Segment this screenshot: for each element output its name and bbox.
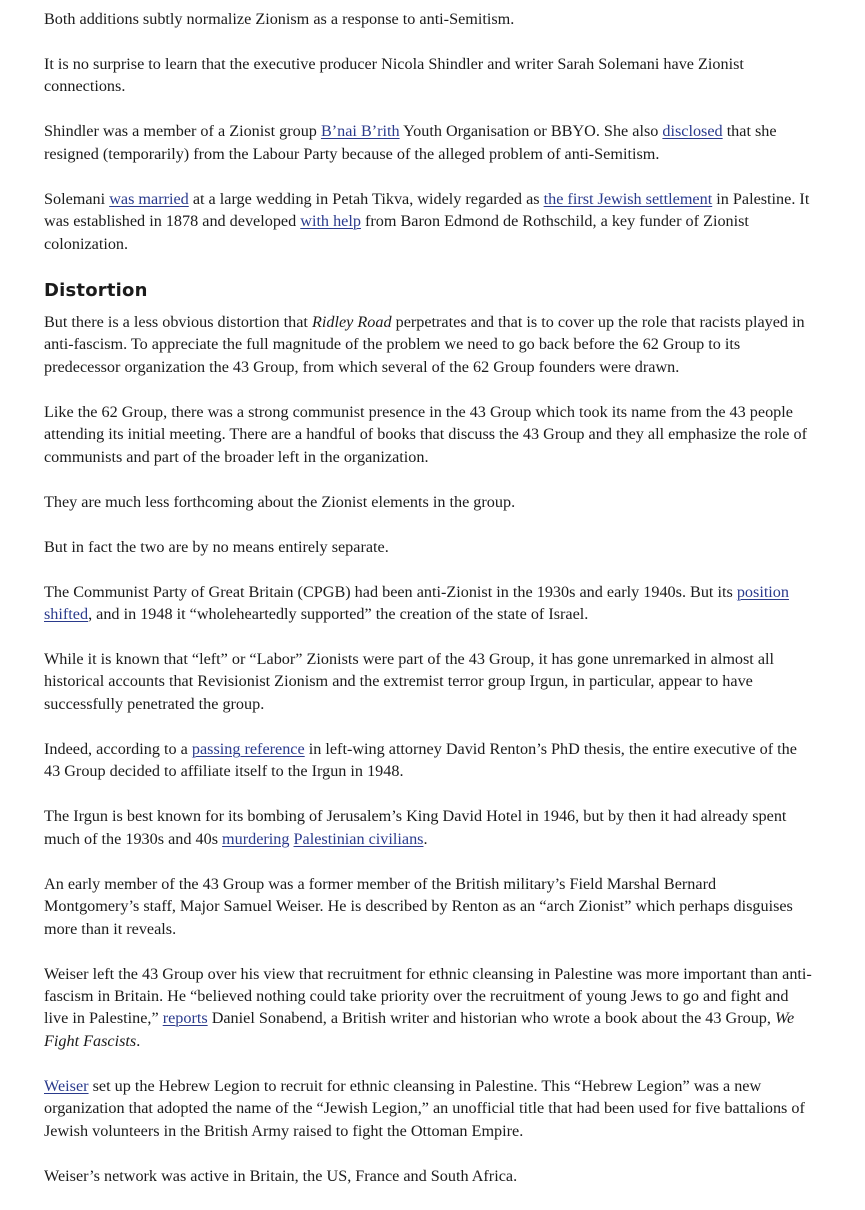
paragraph-distortion: But there is a less obvious distortion that Ridley Road perpetrates and that is to cover up the role that racists played in anti-fascism. To appreciate the full magnitude of the problem we need to go back before the 62 Group to its predecessor organization the 43 Group, from which several of the 62 Group founders were drawn. [44, 313, 805, 376]
paragraph-weiser-left: Weiser left the 43 Group over his view that recruitment for ethnic cleansing in Palestine was more important than anti-fascism in Britain. He “believed nothing could take priority over the recruitment of young Jews to go and fight and live in Palestine,” reports Daniel Sonabend, a British writer and historian who wrote a book about the 43 Group, We Fight Fascists. [44, 964, 812, 1050]
paragraph-cpgb: The Communist Party of Great Britain (CPGB) had been anti-Zionist in the 1930s and early 1940s. But its position shifted, and in 1948 it “wholeheartedly supported” the creation of the state of Israel. [44, 582, 789, 624]
link-position-shifted[interactable]: position shifted [44, 582, 789, 624]
paragraph-additions: Both additions subtly normalize Zionism as a response to anti-Semitism. [44, 10, 515, 28]
paragraph-communist-presence: Like the 62 Group, there was a strong communist presence in the 43 Group which took its name from the 43 people attending its initial meeting. There are a handful of books that discuss the 43 Group and they all emphasize the role of communists and part of the broader left in the organization. [44, 402, 808, 466]
article-body [44, 8, 814, 1210]
paragraph-revisionist-zionism: While it is known that “left” or “Labor” Zionists were part of the 43 Group, it has gone unremarked in almost all historical accounts that Revisionist Zionism and the extremist terror group Irgun, in particular, appear to have successfully penetrated the group. [44, 650, 775, 713]
paragraph-zionist-elements: They are much less forthcoming about the Zionist elements in the group. [44, 492, 516, 511]
paragraph-weiser-intro: An early member of the 43 Group was a former member of the British military’s Field Marshal Bernard Montgomery’s staff, Major Samuel Weiser. He is described by Renton as an “arch Zionist” which perhaps disguises more than it reveals. [44, 874, 793, 938]
title-we-fight-fascists: We Fight Fascists [44, 1009, 795, 1050]
link-first-jewish-settlement[interactable]: the first Jewish settlement [543, 189, 713, 208]
paragraph-irgun: The Irgun is best known for its bombing of Jerusalem’s King David Hotel in 1946, but by then it had already spent much of the 1930s and 40s murdering Palestinian civilians. [44, 807, 787, 848]
link-passing-reference[interactable]: passing reference [191, 739, 305, 758]
link-weiser[interactable]: Weiser [44, 1076, 89, 1095]
link-disclosed[interactable]: disclosed [662, 122, 723, 141]
link-bnai-brith[interactable]: B’nai B’rith [320, 122, 400, 141]
link-murdering[interactable]: murdering [222, 829, 290, 848]
paragraph-shindler: Shindler was a member of a Zionist group B’nai B’rith Youth Organisation or BBYO. She also disclosed that she resigned (temporarily) from the Labour Party because of the alleged problem of anti-Semitism. [44, 122, 777, 163]
paragraph-solemani: Solemani was married at a large wedding in Petah Tikva, widely regarded as the first Jewish settlement in Palestine. It was established in 1878 and developed with help from Baron Edmond de Rothschild, a key funder of Zionist colonization. [44, 189, 810, 253]
paragraph-producer-connections: It is no surprise to learn that the executive producer Nicola Shindler and writer Sarah Solemani have Zionist connections. [44, 55, 744, 96]
link-reports[interactable]: reports [162, 1009, 208, 1028]
paragraph-renton-thesis: Indeed, according to a passing reference in left-wing attorney David Renton’s PhD thesis, the entire executive of the 43 Group decided to affiliate itself to the Irgun in 1948. [44, 739, 797, 781]
link-palestinian-civilians[interactable]: Palestinian civilians [293, 829, 424, 848]
title-ridley-road: Ridley Road [311, 313, 392, 332]
link-with-help[interactable]: with help [300, 212, 361, 231]
paragraph-weiser-network: Weiser’s network was active in Britain, the US, France and South Africa. [44, 1166, 518, 1185]
paragraph-hebrew-legion: Weiser set up the Hebrew Legion to recruit for ethnic cleansing in Palestine. This “Hebrew Legion” was a new organization that adopted the name of the “Jewish Legion,” an unofficial title that had been used for five battalions of Jewish volunteers in the British Army raised to fight the Ottoman Empire. [44, 1076, 805, 1140]
link-was-married[interactable]: was married [109, 189, 189, 208]
section-heading-distortion: Distortion [44, 280, 148, 302]
paragraph-not-separate: But in fact the two are by no means entirely separate. [44, 537, 389, 556]
